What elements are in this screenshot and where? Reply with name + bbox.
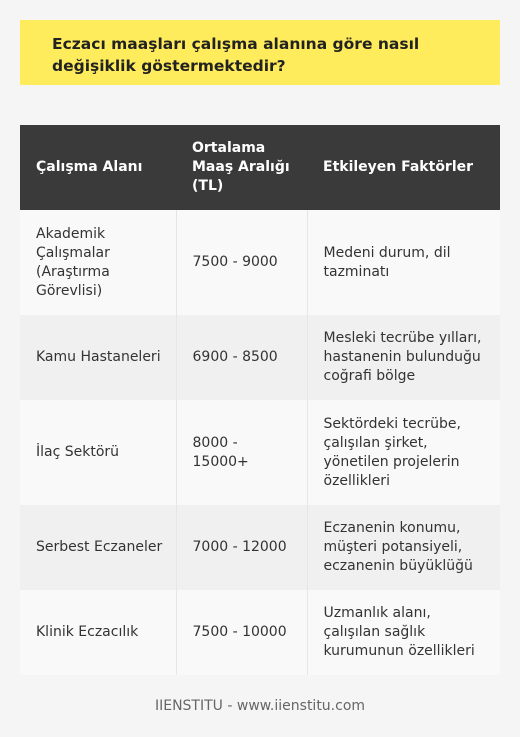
header-salary-range: Ortalama Maaş Aralığı (TL): [176, 125, 307, 210]
cell-work-area: Klinik Eczacılık: [20, 590, 176, 675]
cell-salary-range: 7000 - 12000: [176, 505, 307, 590]
cell-work-area: Serbest Eczaneler: [20, 505, 176, 590]
cell-factors: Sektördeki tecrübe, çalışılan şirket, yönetilen projelerin özellikleri: [307, 400, 500, 505]
cell-factors: Uzmanlık alanı, çalışılan sağlık kurumunun özellikleri: [307, 590, 500, 675]
cell-salary-range: 8000 - 15000+: [176, 400, 307, 505]
table-row: [20, 400, 500, 505]
table-row: [20, 505, 500, 590]
cell-salary-range: 7500 - 10000: [176, 590, 307, 675]
salary-table: [20, 125, 500, 675]
header-factors: Etkileyen Faktörler: [307, 125, 500, 210]
cell-work-area: İlaç Sektörü: [20, 400, 176, 505]
cell-work-area: Akademik Çalışmalar (Araştırma Görevlisi): [20, 210, 176, 315]
cell-factors: Mesleki tecrübe yılları, hastanenin bulunduğu coğrafi bölge: [307, 315, 500, 400]
page-title: Eczacı maaşları çalışma alanına göre nasıl değişiklik göstermektedir?: [20, 20, 500, 85]
header-work-area: Çalışma Alanı: [20, 125, 176, 210]
cell-factors: Medeni durum, dil tazminatı: [307, 210, 500, 315]
table-row: [20, 590, 500, 675]
cell-work-area: Kamu Hastaneleri: [20, 315, 176, 400]
table-header-row: [20, 125, 500, 210]
table-row: [20, 210, 500, 315]
cell-factors: Eczanenin konumu, müşteri potansiyeli, eczanenin büyüklüğü: [307, 505, 500, 590]
footer-credit: IIENSTITU - www.iienstitu.com: [154, 698, 366, 714]
cell-salary-range: 7500 - 9000: [176, 210, 307, 315]
table-row: [20, 315, 500, 400]
cell-salary-range: 6900 - 8500: [176, 315, 307, 400]
